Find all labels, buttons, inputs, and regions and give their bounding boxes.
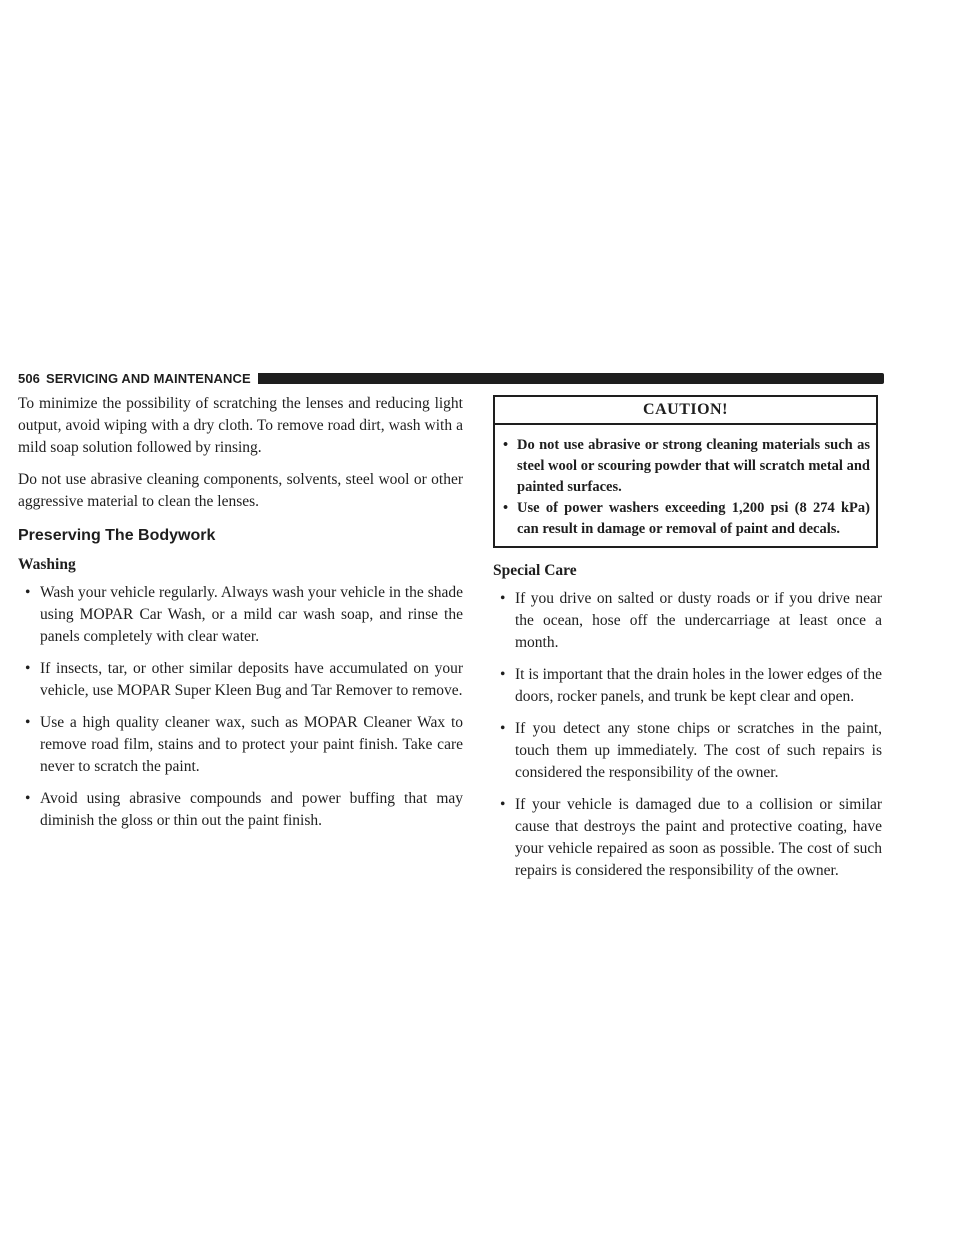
bullet-icon: • (25, 790, 31, 807)
bullet-icon: • (500, 796, 506, 813)
subheading-special-care: Special Care (493, 562, 577, 579)
bullet-icon: • (500, 666, 506, 683)
caution-item-text: Do not use abrasive or strong cleaning materials such as steel wool or scouring powder that will scratch metal and painted surfaces. (517, 437, 870, 495)
caution-list (495, 435, 876, 540)
caution-box (493, 395, 878, 548)
list-item (18, 658, 463, 702)
bullet-icon: • (503, 437, 509, 453)
list-item (18, 712, 463, 778)
right-column (493, 395, 882, 892)
list-item-text: If your vehicle is damaged due to a collision or similar cause that destroys the paint and protective coating, have your vehicle repaired as soon as possible. The cost of such repairs is considered the responsibility of the owner. (515, 796, 882, 879)
list-item-text: If you drive on salted or dusty roads or if you drive near the ocean, hose off the undercarriage at least once a month. (515, 590, 882, 651)
header-rule (258, 373, 884, 384)
section-title: SERVICING AND MAINTENANCE (46, 370, 251, 386)
list-item-text: It is important that the drain holes in the lower edges of the doors, rocker panels, and trunk be kept clear and open. (515, 666, 882, 705)
intro-paragraph: Do not use abrasive cleaning components, solvents, steel wool or other aggressive material to clean the lenses. (18, 471, 463, 510)
caution-item (501, 498, 870, 540)
caution-item (501, 435, 870, 498)
list-item (493, 794, 882, 882)
caution-item-text: Use of power washers exceeding 1,200 psi (8 274 kPa) can result in damage or removal of paint and decals. (517, 500, 870, 537)
washing-list (18, 582, 463, 832)
bullet-icon: • (500, 590, 506, 607)
intro-paragraph: To minimize the possibility of scratching the lenses and reducing light output, avoid wiping with a dry cloth. To remove road dirt, wash with a mild soap solution followed by rinsing. (18, 395, 463, 456)
list-item (18, 582, 463, 648)
list-item-text: If insects, tar, or other similar deposits have accumulated on your vehicle, use MOPAR Super Kleen Bug and Tar Remover to remove. (40, 660, 463, 699)
bullet-icon: • (503, 500, 509, 516)
left-column (18, 393, 463, 842)
page-header (18, 368, 884, 388)
special-care-list (493, 588, 882, 882)
list-item (493, 588, 882, 654)
list-item-text: Wash your vehicle regularly. Always wash your vehicle in the shade using MOPAR Car Wash, or a mild car wash soap, and rinse the panels completely with clear water. (40, 584, 463, 645)
section-heading: Preserving The Bodywork (18, 527, 216, 544)
subheading-washing: Washing (18, 556, 76, 573)
bullet-icon: • (25, 714, 31, 731)
list-item (493, 718, 882, 784)
list-item-text: Avoid using abrasive compounds and power buffing that may diminish the gloss or thin out the paint finish. (40, 790, 463, 829)
bullet-icon: • (500, 720, 506, 737)
page-number: 506 (18, 370, 40, 386)
list-item (18, 788, 463, 832)
bullet-icon: • (25, 660, 31, 677)
caution-title: CAUTION! (495, 397, 876, 425)
list-item-text: Use a high quality cleaner wax, such as MOPAR Cleaner Wax to remove road film, stains and to protect your paint finish. Take care never to scratch the paint. (40, 714, 463, 775)
bullet-icon: • (25, 584, 31, 601)
list-item (493, 664, 882, 708)
list-item-text: If you detect any stone chips or scratches in the paint, touch them up immediately. The cost of such repairs is considered the responsibility of the owner. (515, 720, 882, 781)
